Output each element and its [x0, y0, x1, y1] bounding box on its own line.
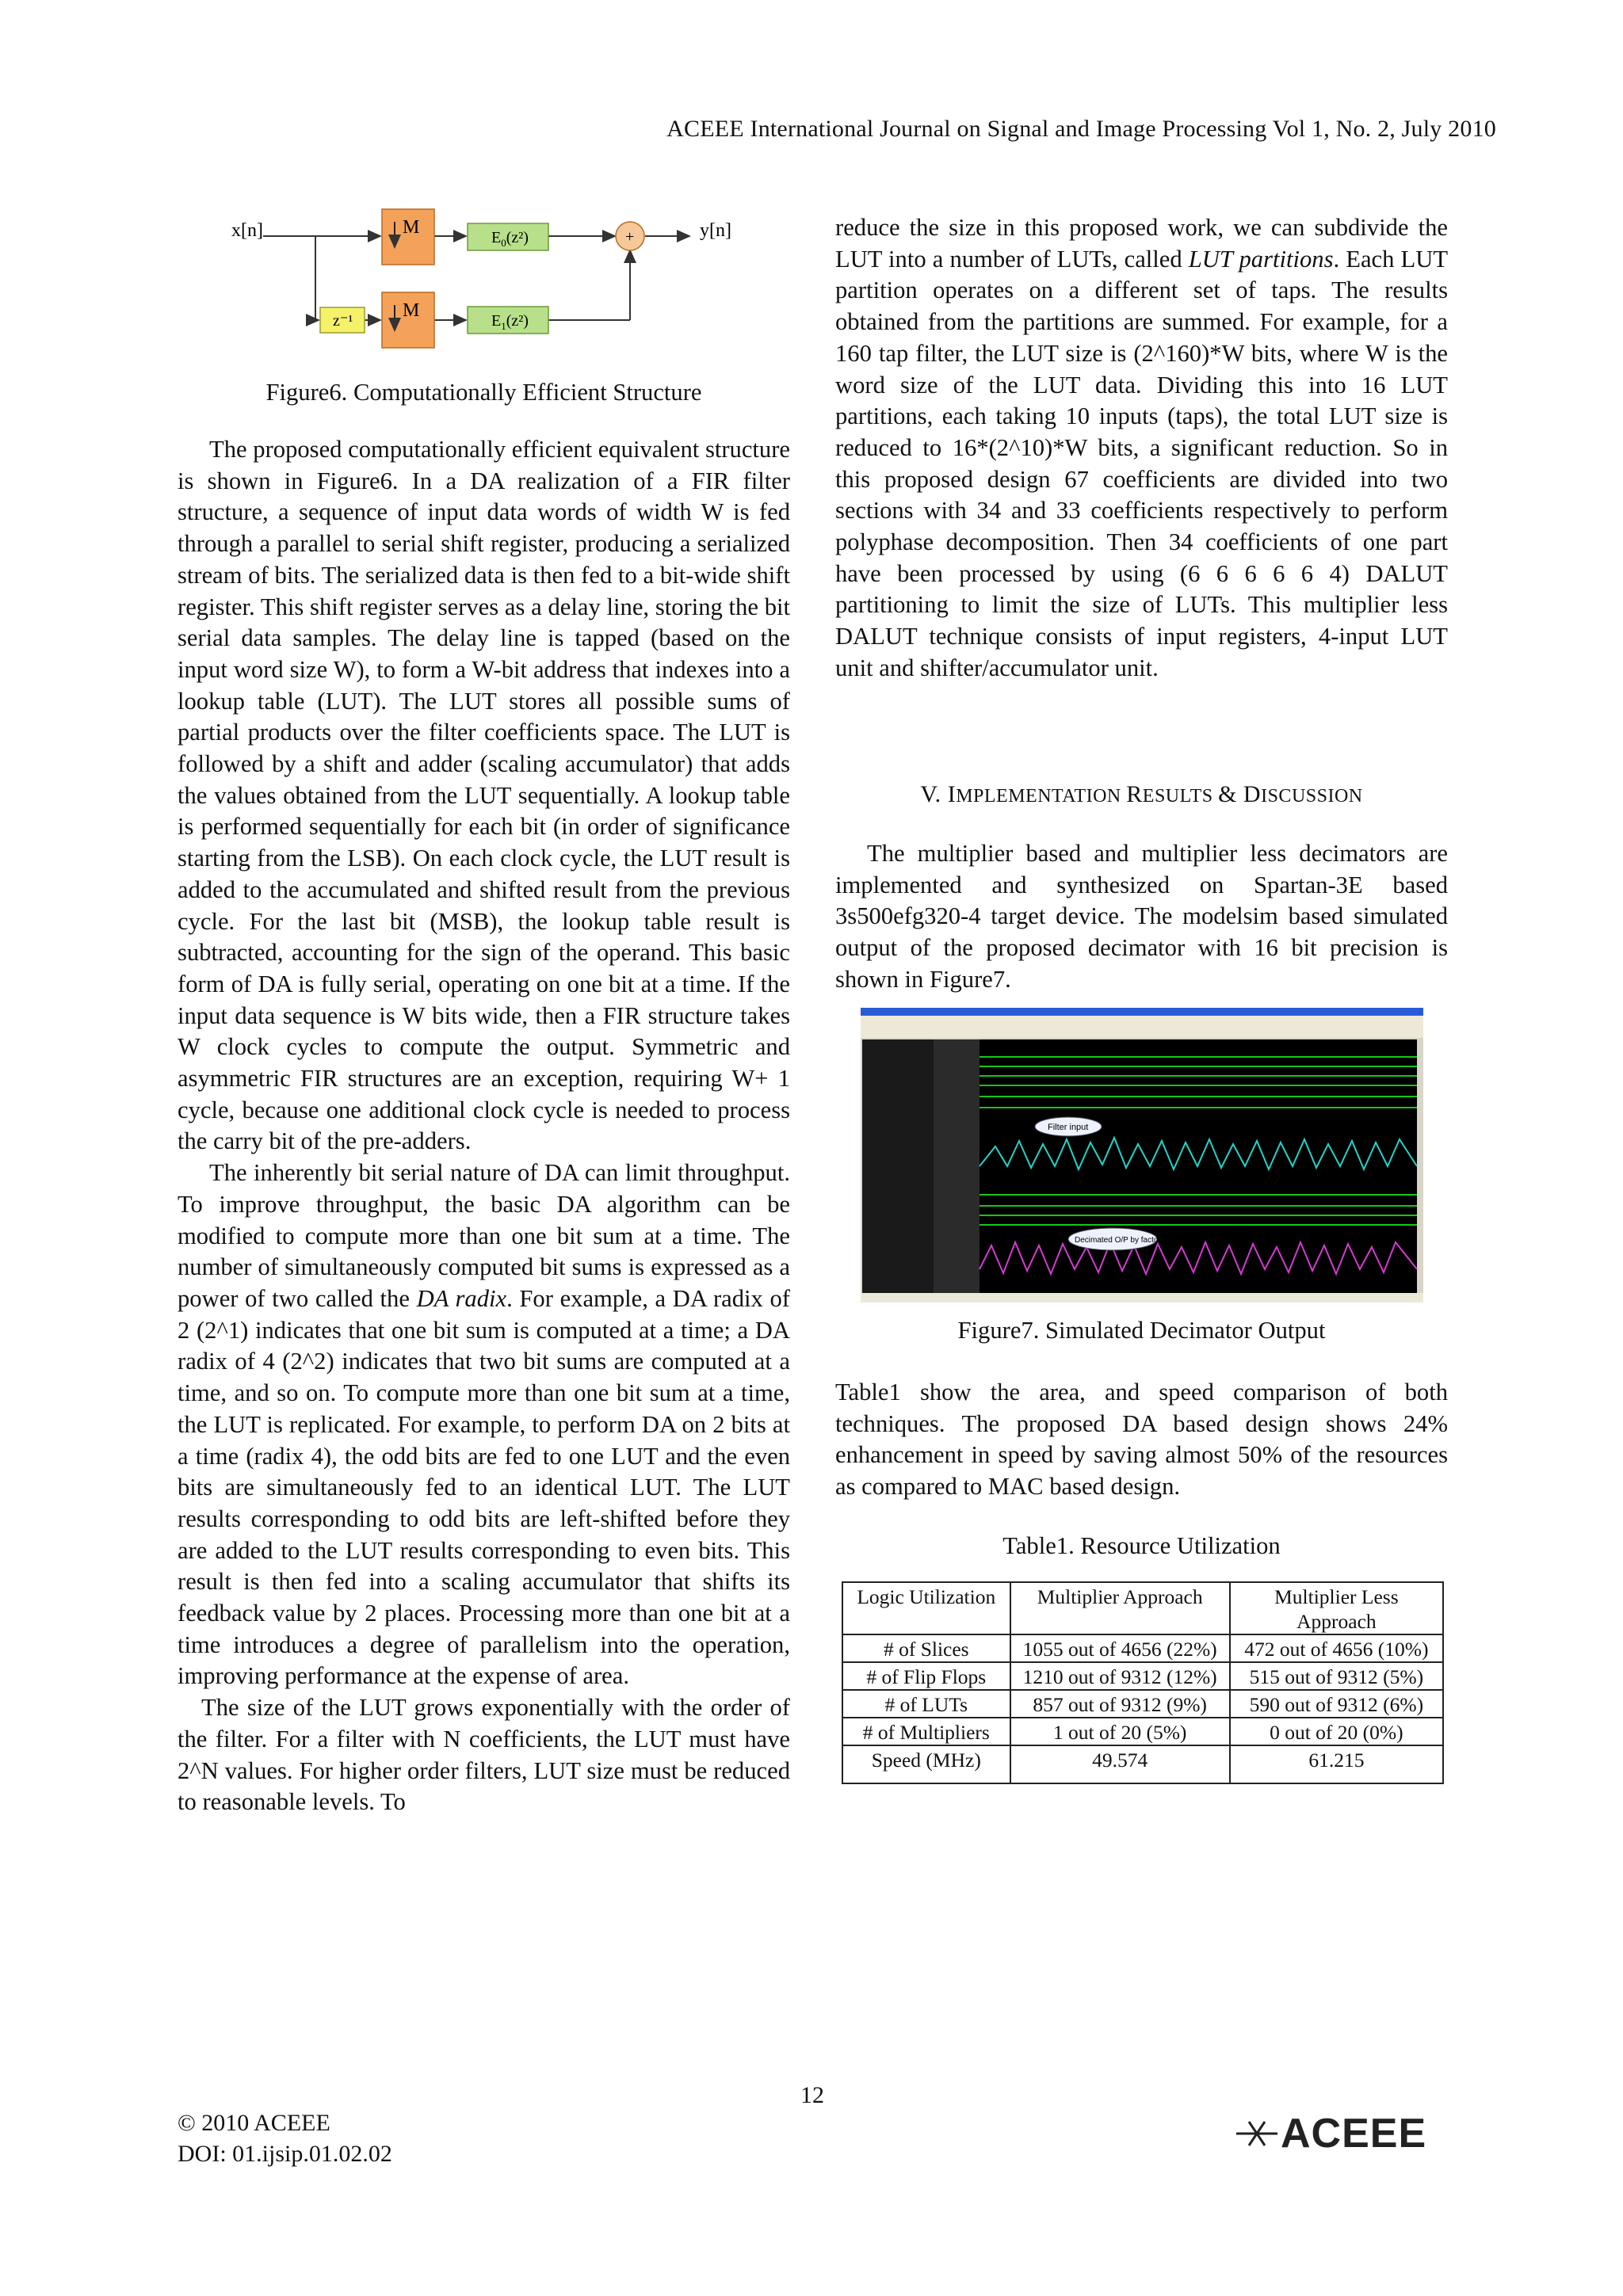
- right-column: [835, 212, 1448, 685]
- table-header-row: [842, 1582, 1443, 1634]
- table-paragraph-container: [835, 1377, 1448, 1503]
- svg-text:+: +: [625, 228, 635, 246]
- table-cell: 0 out of 20 (0%): [1230, 1718, 1443, 1745]
- left-column: [178, 434, 790, 1818]
- table-header-cell: Multiplier Less Approach: [1230, 1582, 1443, 1634]
- svg-text:E1(z²): $E_1(z^2)$: [491, 312, 529, 332]
- table-cell: 1 out of 20 (5%): [1010, 1718, 1230, 1745]
- paragraph: The proposed computationally efficient equivalent structure is shown in Figure6. In a DA realization of a FIR filter structure, a sequence of input data words of width W is fed through a parallel to serial shift register, producing a serialized stream of bits. The serialized data is then fed to a bit-wide shift register. This shift register serves as a delay line, storing the bit serial data samples. The delay line is tapped (based on the input word size W), to form a W-bit address that indexes into a lookup table (LUT). The LUT stores all possible sums of partial products over the filter coefficients space. The LUT is followed by a shift and adder (scaling accumulator) that adds the values obtained from the LUT sequentially. A lookup table is performed sequentially for each bit (in order of significance starting from the LSB). On each clock cycle, the LUT result is added to the accumulated and shifted result from the previous cycle. For the last bit (MSB), the lookup table result is subtracted, accounting for the sign of the operand. This basic form of DA is fully serial, operating on one bit at a time. If the input data sequence is W bits wide, then a FIR structure takes W clock cycles to compute the output. Symmetric and asymmetric FIR structures are an exception, requiring W+ 1 cycle, because one additional clock cycle is needed to process the carry bit of the pre-adders.: [178, 436, 790, 1155]
- journal-header: ACEEE International Journal on Signal and Image Processing Vol 1, No. 2, July 2010: [666, 116, 1496, 142]
- results-paragraph-container: [835, 838, 1448, 996]
- table-cell: # of Flip Flops: [842, 1662, 1010, 1690]
- paragraph: The size of the LUT grows exponentially with the order of the filter. For a filter with N coefficients, the LUT must have 2^N values. For higher order filters, LUT size must be reduced to reasonable levels. To: [178, 1694, 790, 1816]
- paragraph: The inherently bit serial nature of DA can limit throughput. To improve throughput, the basic DA algorithm can be modified to compute more than one bit sum at a time. The number of simultaneously computed bit sums is expressed as a power of two called the DA radix. For example, a DA radix of 2 (2^1) indicates that one bit sum is computed at a time; a DA radix of 4 (2^2) indicates that two bit sums are computed at a time, and so on. To compute more than one bit sum at a time, the LUT is replicated. For example, to perform DA on 2 bits at a time (radix 4), the odd bits are fed to one LUT and the even bits are simultaneously fed to an identical LUT. The LUT results corresponding to odd bits are left-shifted before they are added to the LUT results corresponding to even bits. This result is then fed into a scaling accumulator that shifts its feedback value by 2 places. Processing more than one bit at a time introduces a degree of parallelism into the operation, improving performance at the expense of area.: [178, 1159, 790, 1690]
- table-row: [842, 1745, 1443, 1783]
- table-cell: 1210 out of 9312 (12%): [1010, 1662, 1230, 1690]
- paragraph: reduce the size in this proposed work, we can subdivide the LUT into a number of LUTs, called LUT partitions. Each LUT partition operates on a different set of taps. The results obtained from the partitions are summed. For example, for a 160 tap filter, the LUT size is (2^160)*W bits, where W is the word size of the LUT data. Dividing this into 16 LUT partitions, each taking 10 inputs (taps), the total LUT size is reduced to 16*(2^10)*W bits, a significant reduction. So in this proposed design 67 coefficients are divided into two sections with 34 and 33 coefficients respectively to perform polyphase decomposition. Then 34 coefficients of one part have been processed by using (6 6 6 6 6 4) DALUT partitioning to limit the size of LUTs. This multiplier less DALUT technique consists of input registers, 4-input LUT unit and shifter/accumulator unit.: [835, 214, 1449, 681]
- resource-utilization-table: [842, 1581, 1444, 1784]
- doi: DOI: 01.ijsip.01.02.02: [178, 2141, 392, 2167]
- fig6-output-label: y[n]: [700, 220, 731, 241]
- fig6-m-top: M: [403, 217, 420, 238]
- copyright: © 2010 ACEEE: [178, 2110, 330, 2136]
- table-row: [842, 1690, 1443, 1718]
- svg-text:ACEEE: ACEEE: [1281, 2111, 1427, 2157]
- table-cell: # of LUTs: [842, 1690, 1010, 1718]
- table1-caption: Table1. Resource Utilization: [1002, 1532, 1281, 1559]
- table-row: [842, 1634, 1443, 1662]
- page-number: 12: [800, 2082, 824, 2108]
- table-cell: # of Multipliers: [842, 1718, 1010, 1745]
- paragraph: Table1 show the area, and speed comparison of both techniques. The proposed DA based design shows 24% enhancement in speed by saving almost 50% of the resources as compared to MAC based design.: [835, 1379, 1448, 1501]
- table-cell: 1055 out of 4656 (22%): [1010, 1634, 1230, 1662]
- footer-info: [178, 2107, 392, 2169]
- table-cell: 857 out of 9312 (9%): [1010, 1690, 1230, 1718]
- table-cell: Speed (MHz): [842, 1745, 1010, 1783]
- table-header-cell: Logic Utilization: [842, 1582, 1010, 1634]
- fig6-m-bottom: M: [403, 300, 420, 321]
- section-heading: V. IMPLEMENTATION RESULTS & DISCUSSION: [920, 781, 1363, 807]
- table-cell: 61.215: [1230, 1745, 1443, 1783]
- aceee-logo: [1225, 2106, 1447, 2161]
- fig6-delay-label: z⁻¹: [333, 312, 353, 330]
- fig7-callout-decimated: Decimated O/P by factor of 2: [1075, 1236, 1177, 1245]
- table-header-cell: Multiplier Approach: [1010, 1582, 1230, 1634]
- svg-text:E0(z²): $E_0(z^2)$: [491, 229, 529, 249]
- fig6-input-label: x[n]: [231, 220, 263, 241]
- figure7-caption: Figure7. Simulated Decimator Output: [957, 1317, 1326, 1344]
- table-cell: # of Slices: [842, 1634, 1010, 1662]
- table-row: [842, 1662, 1443, 1690]
- table-row: [842, 1718, 1443, 1745]
- table-cell: 472 out of 4656 (10%): [1230, 1634, 1443, 1662]
- paragraph: The multiplier based and multiplier less decimators are implemented and synthesized on Spartan-3E based 3s500efg320-4 target device. The modelsim based simulated output of the proposed decimator with 16 bit precision is shown in Figure7.: [835, 840, 1448, 993]
- fig7-callout-filter-input: Filter input: [1048, 1123, 1089, 1132]
- figure7-simulation-screenshot: [861, 1008, 1423, 1302]
- figure6-diagram: [214, 203, 761, 361]
- table-cell: 590 out of 9312 (6%): [1230, 1690, 1443, 1718]
- figure6-caption: Figure6. Computationally Efficient Structure: [265, 379, 702, 406]
- table-cell: 515 out of 9312 (5%): [1230, 1662, 1443, 1690]
- table-cell: 49.574: [1010, 1745, 1230, 1783]
